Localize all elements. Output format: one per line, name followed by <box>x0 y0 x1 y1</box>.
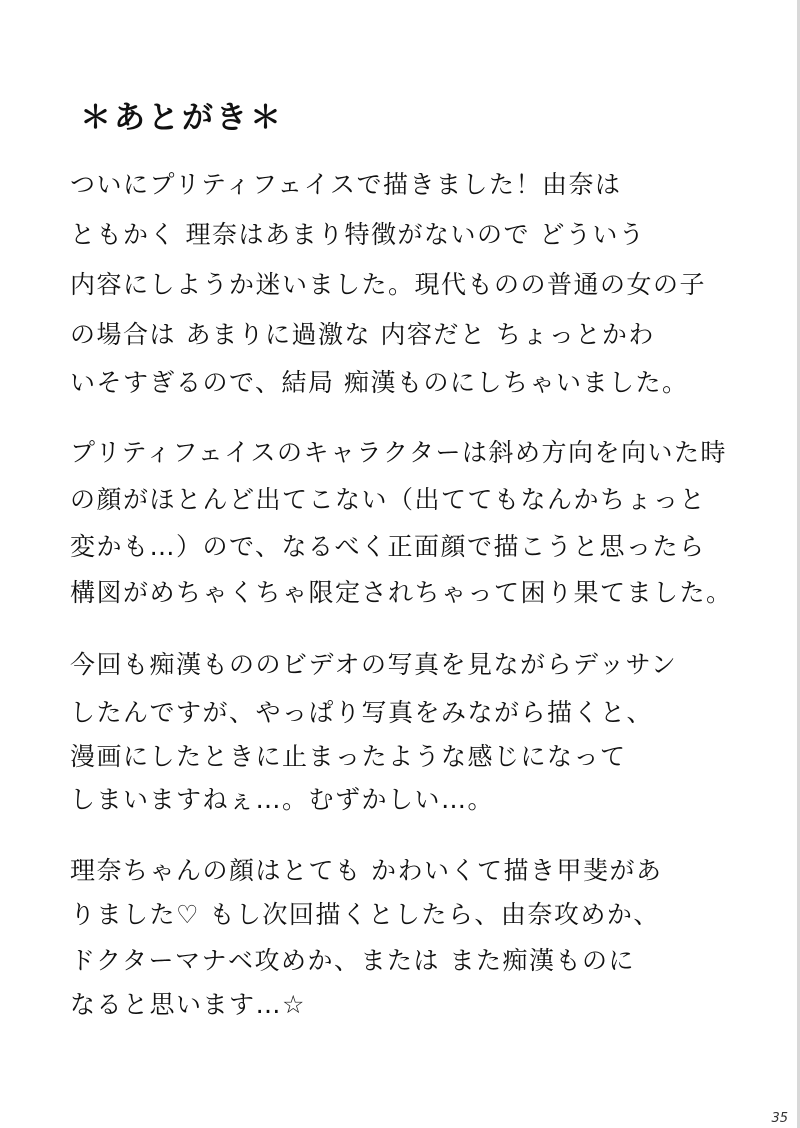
paragraph-3-line-1: 今回も痴漢もののビデオの写真を見ながらデッサン <box>70 650 678 679</box>
paragraph-2-line-3: 変かも…）ので、なるべく正面顔で描こうと思ったら <box>70 532 706 561</box>
page-number: 35 <box>771 1111 788 1126</box>
paragraph-4-line-3: ドクターマナベ攻めか、または また痴漢ものに <box>70 946 635 975</box>
paragraph-1-line-2: ともかく 理奈はあまり特徴がないので どういう <box>70 220 646 249</box>
paragraph-1-line-5: いそすぎるので、結局 痴漢ものにしちゃいました。 <box>70 368 689 397</box>
paragraph-4-line-4: なると思います…☆ <box>70 990 306 1019</box>
paragraph-3-line-3: 漫画にしたときに止まったような感じになって <box>70 742 627 771</box>
paragraph-1-line-1: ついにプリティフェイスで描きました！由奈は <box>70 170 622 199</box>
paragraph-4-line-2: りました♡ もし次回描くとしたら、由奈攻めか、 <box>70 900 660 929</box>
paragraph-1-line-3: 内容にしようか迷いました。現代ものの普通の女の子 <box>70 270 707 299</box>
paragraph-2-line-1: プリティフェイスのキャラクターは斜め方向を向いた時 <box>70 438 728 467</box>
page-title: ＊あとがき＊ <box>80 100 284 136</box>
paragraph-1-line-4: の場合は あまりに過激な 内容だと ちょっとかわ <box>70 320 655 349</box>
paragraph-3-line-2: したんですが、やっぱり写真をみながら描くと、 <box>70 698 654 727</box>
paragraph-2-line-2: の顔がほとんど出てこない（出ててもなんかちょっと <box>70 485 707 514</box>
paragraph-4-line-1: 理奈ちゃんの顔はとても かわいくて描き甲斐があ <box>70 856 663 885</box>
paragraph-2-line-4: 構図がめちゃくちゃ限定されちゃって困り果てました。 <box>70 578 733 607</box>
paragraph-3-line-4: しまいますねぇ…。むずかしい…。 <box>70 785 495 814</box>
